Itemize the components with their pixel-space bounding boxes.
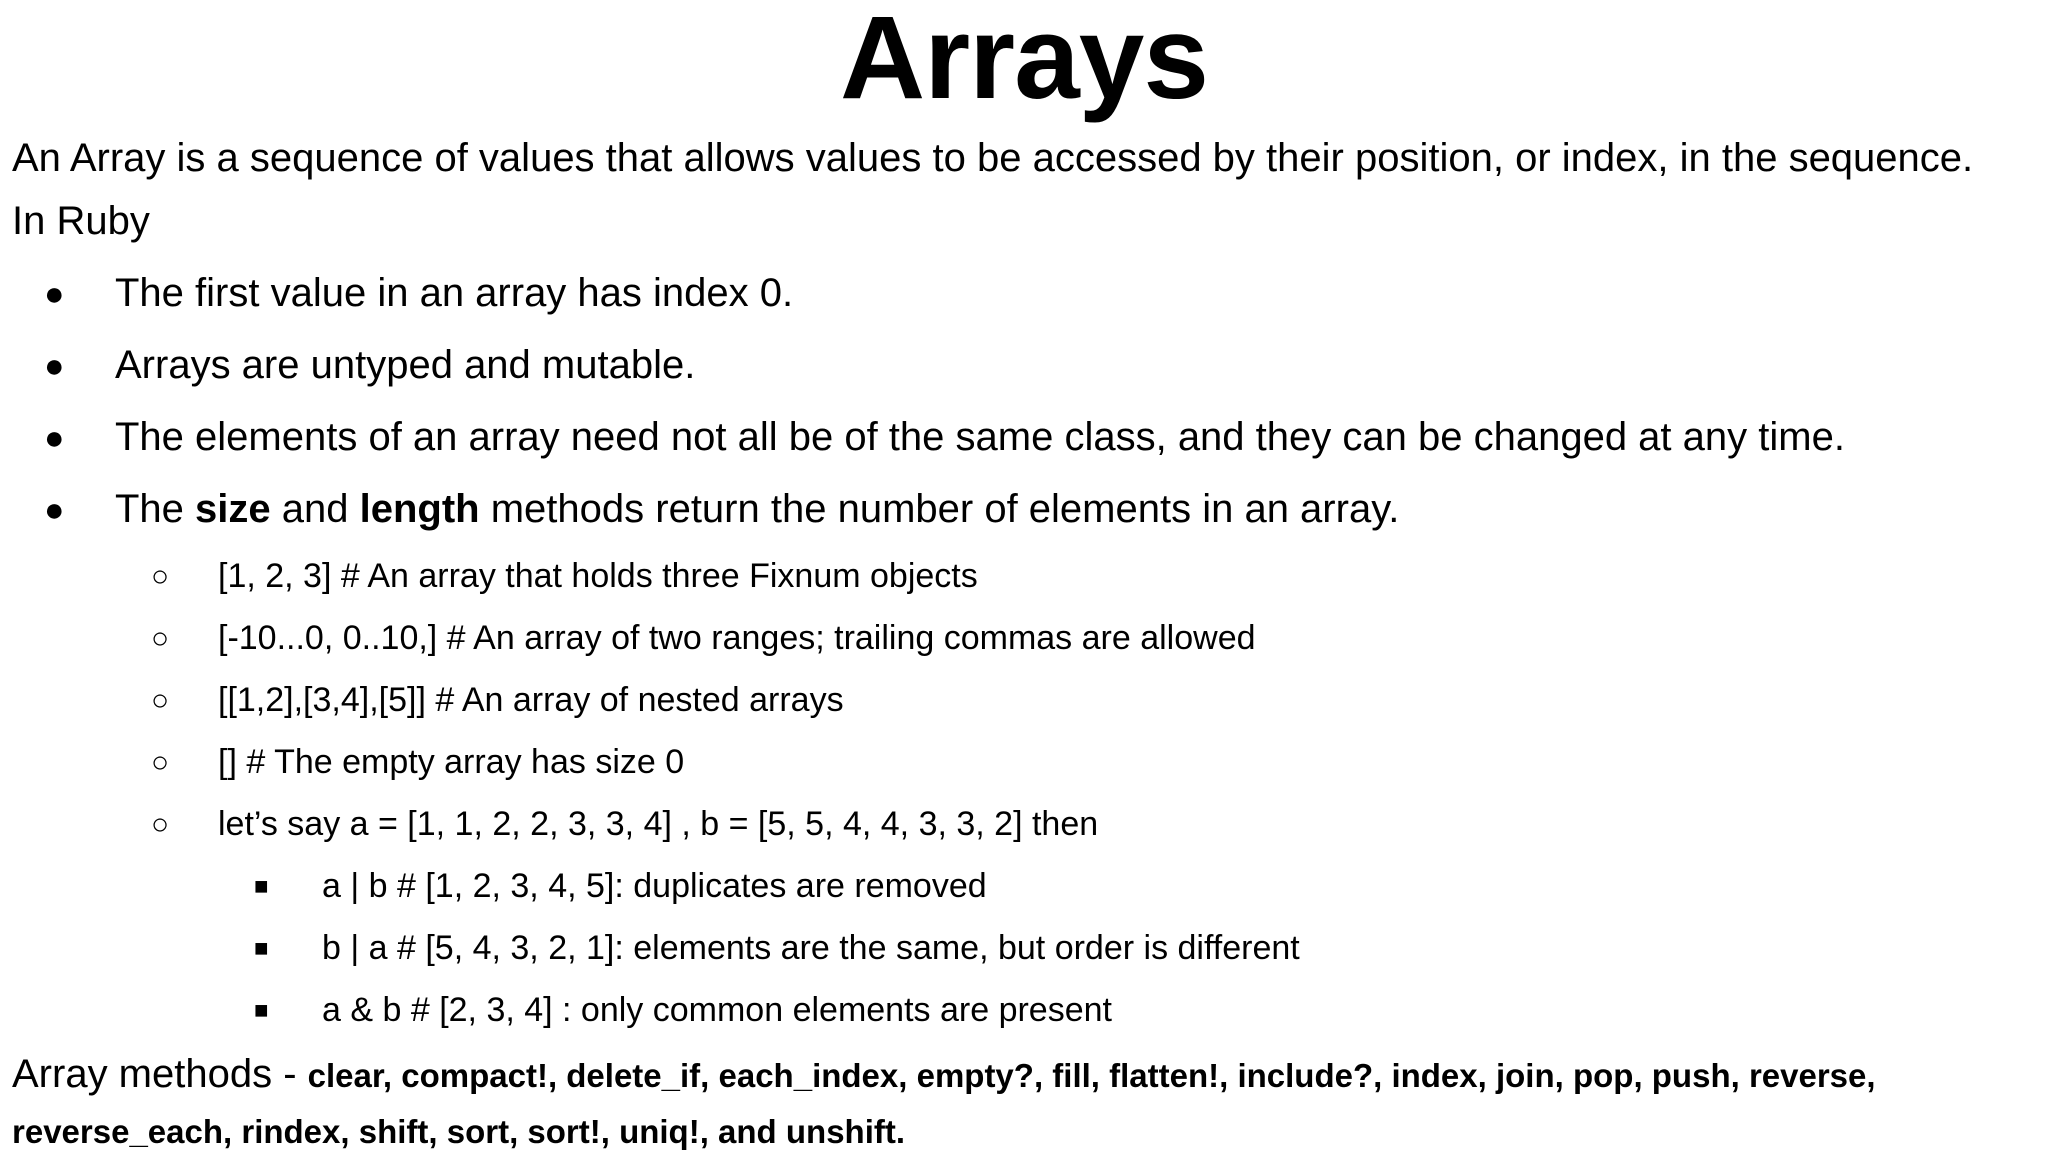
methods-separator: -	[272, 1052, 308, 1096]
hollow-circle-icon: ○	[151, 684, 170, 717]
sub-sub-list-item-text: a & b # [2, 3, 4] : only common elements are present	[322, 991, 1112, 1029]
length-method-name: length	[359, 487, 480, 531]
methods-list-line1: clear, compact!, delete_if, each_index, empty?, fill, flatten!, include?, index, join, pop, push, reverse,	[307, 1057, 1876, 1094]
sub-list-item-text: let’s say a = [1, 1, 2, 2, 3, 3, 4] , b = [5, 5, 4, 4, 3, 3, 2] then	[218, 805, 1099, 843]
hollow-circle-icon: ○	[151, 622, 170, 655]
bullet-dot-icon: ●	[44, 419, 65, 457]
list-item-text: The first value in an array has index 0.	[115, 271, 794, 315]
bullet-dot-icon: ●	[44, 491, 65, 529]
square-bullet-icon: ■	[254, 997, 269, 1024]
in-ruby-heading: In Ruby	[12, 199, 150, 243]
sub-list-item-text: [1, 2, 3] # An array that holds three Fixnum objects	[218, 557, 978, 595]
sub-list-item-text: [] # The empty array has size 0	[218, 743, 685, 781]
intro-paragraph: An Array is a sequence of values that allows values to be accessed by their position, or index, in the sequence.	[12, 136, 1974, 180]
methods-paragraph-continued	[12, 1112, 905, 1152]
size-bullet-and: and	[270, 487, 360, 531]
list-item-text: Arrays are untyped and mutable.	[115, 343, 696, 387]
square-bullet-icon: ■	[254, 935, 269, 962]
sub-list-item-text: [[1,2],[3,4],[5]] # An array of nested arrays	[218, 681, 844, 719]
methods-label: Array methods	[12, 1052, 273, 1096]
bullet-dot-icon: ●	[44, 275, 65, 313]
list-item-text	[115, 485, 1399, 533]
hollow-circle-icon: ○	[151, 560, 170, 593]
page-title: Arrays	[840, 0, 1208, 124]
methods-list-line2: reverse_each, rindex, shift, sort, sort!, uniq!, and unshift.	[12, 1113, 906, 1150]
list-item-text: The elements of an array need not all be of the same class, and they can be changed at any time.	[115, 415, 1845, 459]
sub-list-item-text: [-10...0, 0..10,] # An array of two ranges; trailing commas are allowed	[218, 619, 1256, 657]
size-bullet-prefix: The	[115, 487, 196, 531]
hollow-circle-icon: ○	[151, 746, 170, 779]
methods-paragraph	[12, 1050, 1876, 1098]
square-bullet-icon: ■	[254, 873, 269, 900]
bullet-dot-icon: ●	[44, 347, 65, 385]
size-bullet-suffix: methods return the number of elements in an array.	[479, 487, 1400, 531]
sub-sub-list-item-text: b | a # [5, 4, 3, 2, 1]: elements are the same, but order is different	[322, 929, 1300, 967]
sub-sub-list-item-text: a | b # [1, 2, 3, 4, 5]: duplicates are removed	[322, 867, 987, 905]
size-method-name: size	[195, 487, 271, 531]
hollow-circle-icon: ○	[151, 808, 170, 841]
